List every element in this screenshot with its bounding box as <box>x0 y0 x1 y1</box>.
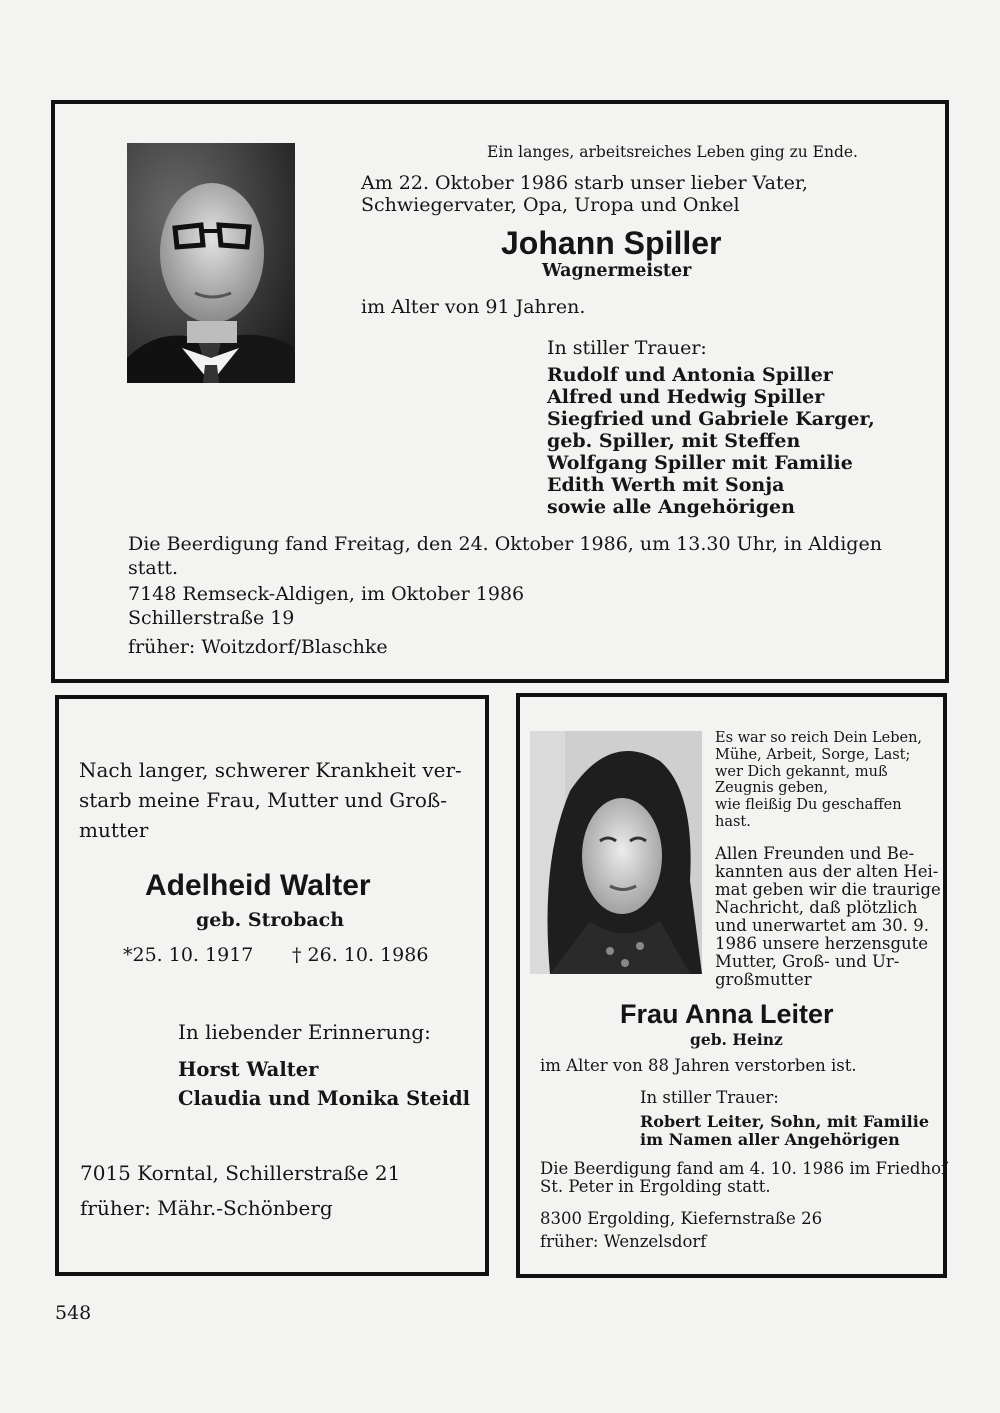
deceased-name-adelheid-walter: Adelheid Walter <box>145 869 371 902</box>
notice3-funeral-info <box>540 1160 947 1196</box>
notice3-address: 8300 Ergolding, Kiefernstraße 26 <box>540 1209 823 1228</box>
notice1-death-line-2: Schwiegervater, Opa, Uropa und Onkel <box>361 194 740 216</box>
notice1-intro: Ein langes, arbeitsreiches Leben ging zu Ende. <box>487 143 858 161</box>
funeral-line: statt. <box>128 557 179 579</box>
mourner-name: Robert Leiter, Sohn, mit Familie <box>640 1112 930 1131</box>
announcement-line: und unerwartet am 30. 9. <box>715 916 930 935</box>
former-residence: früher: Woitzdorf/Blaschke <box>128 636 388 658</box>
notice3-announcement <box>715 844 941 989</box>
announcement-line: großmutter <box>715 970 812 989</box>
mourner-name: sowie alle Angehörigen <box>547 496 795 518</box>
announcement-line: Allen Freunden und Be- <box>715 844 915 863</box>
announcement-line: 1986 unsere herzensgute <box>715 934 929 953</box>
funeral-line: St. Peter in Ergolding statt. <box>540 1177 771 1196</box>
intro-line: starb meine Frau, Mutter und Groß- <box>79 788 447 812</box>
portrait-photo-johann-spiller <box>127 143 295 383</box>
notice1-age: im Alter von 91 Jahren. <box>361 296 586 318</box>
mourner-name: Wolfgang Spiller mit Familie <box>547 452 853 474</box>
funeral-line: Die Beerdigung fand am 4. 10. 1986 im Friedhof <box>540 1159 948 1178</box>
mourner-name: geb. Spiller, mit Steffen <box>547 430 801 452</box>
notice2-death-date: † 26. 10. 1986 <box>292 944 429 966</box>
funeral-line: Die Beerdigung fand Freitag, den 24. Oktober 1986, um 13.30 Uhr, in Aldigen <box>128 533 882 555</box>
notice1-death-line-1: Am 22. Oktober 1986 starb unser lieber Vater, <box>361 172 808 194</box>
poem-line: Es war so reich Dein Leben, <box>715 730 923 746</box>
notice3-poem <box>715 730 922 831</box>
notice1-funeral-info <box>128 532 882 659</box>
notice3-age: im Alter von 88 Jahren verstorben ist. <box>540 1056 857 1075</box>
portrait-photo-anna-leiter <box>530 731 702 974</box>
mourner-name: Claudia und Monika Steidl <box>178 1087 471 1110</box>
notice3-former-residence: früher: Wenzelsdorf <box>540 1232 707 1251</box>
announcement-line: Mutter, Groß- und Ur- <box>715 952 900 971</box>
intro-line: Nach langer, schwerer Krankheit ver- <box>79 758 462 782</box>
obituary-johann-spiller <box>51 100 949 683</box>
poem-line: hast. <box>715 813 751 830</box>
notice2-former-residence: früher: Mähr.-Schönberg <box>80 1196 333 1220</box>
notice3-maiden-name: geb. Heinz <box>690 1030 783 1049</box>
notice3-mourners-list <box>640 1113 929 1149</box>
notice2-address: 7015 Korntal, Schillerstraße 21 <box>80 1161 401 1185</box>
notice3-mourning-heading: In stiller Trauer: <box>640 1088 779 1107</box>
poem-line: Mühe, Arbeit, Sorge, Last; <box>715 746 911 763</box>
mourner-name: Siegfried und Gabriele Karger, <box>547 408 875 430</box>
notice2-maiden-name: geb. Strobach <box>196 909 345 931</box>
poem-line: wie fleißig Du geschaffen <box>715 797 902 814</box>
notice2-mourners-list <box>178 1055 470 1113</box>
page-number: 548 <box>55 1302 92 1324</box>
announcement-line: Nachricht, daß plötzlich <box>715 898 918 917</box>
notice1-mourning-heading: In stiller Trauer: <box>547 337 707 359</box>
obituary-adelheid-walter <box>55 695 489 1276</box>
deceased-name-anna-leiter: Frau Anna Leiter <box>620 999 834 1029</box>
poem-line: Zeugnis geben, <box>715 780 828 797</box>
obituary-anna-leiter <box>516 693 947 1278</box>
mourner-name: Horst Walter <box>178 1058 319 1081</box>
mourner-name: Rudolf und Antonia Spiller <box>547 364 833 386</box>
address-line: Schillerstraße 19 <box>128 607 295 629</box>
notice2-intro <box>79 755 462 845</box>
notice1-profession: Wagnermeister <box>542 261 692 281</box>
announcement-line: kannten aus der alten Hei- <box>715 862 939 881</box>
announcement-line: mat geben wir die traurige <box>715 880 941 899</box>
address-line: 7148 Remseck-Aldigen, im Oktober 1986 <box>128 583 525 605</box>
deceased-name-johann-spiller: Johann Spiller <box>501 225 722 261</box>
intro-line: mutter <box>79 818 149 842</box>
mourner-name: im Namen aller Angehörigen <box>640 1130 900 1149</box>
mourner-name: Alfred und Hedwig Spiller <box>547 386 825 408</box>
notice1-mourners-list <box>547 364 875 518</box>
notice2-memory-heading: In liebender Erinnerung: <box>178 1020 431 1044</box>
mourner-name: Edith Werth mit Sonja <box>547 474 785 496</box>
poem-line: wer Dich gekannt, muß <box>715 763 888 780</box>
notice2-birth-date: *25. 10. 1917 <box>123 944 254 966</box>
